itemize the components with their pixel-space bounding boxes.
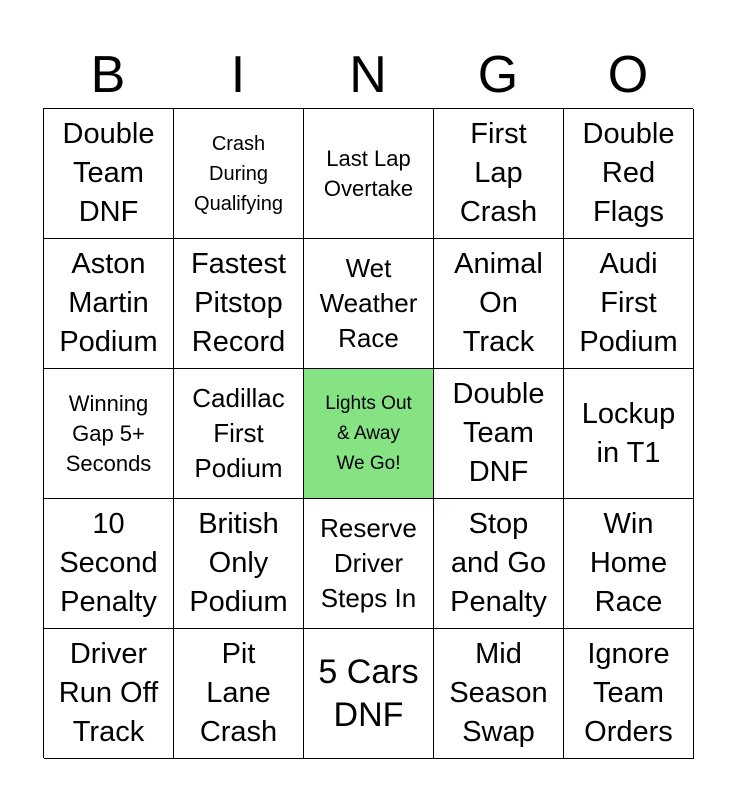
header-letter-n: N (349, 46, 387, 104)
header-letter-o: O (607, 46, 649, 104)
free-space-cell[interactable]: Lights Out & Away We Go! (304, 369, 434, 499)
bingo-cell[interactable]: Lockup in T1 (564, 369, 694, 499)
bingo-cell[interactable]: Pit Lane Crash (174, 629, 304, 759)
bingo-cell[interactable]: First Lap Crash (434, 109, 564, 239)
bingo-cell[interactable]: 10 Second Penalty (44, 499, 174, 629)
bingo-cell[interactable]: Double Team DNF (434, 369, 564, 499)
bingo-cell[interactable]: Ignore Team Orders (564, 629, 694, 759)
bingo-cell[interactable]: 5 Cars DNF (304, 629, 434, 759)
bingo-cell[interactable]: Fastest Pitstop Record (174, 239, 304, 369)
bingo-cell[interactable]: Crash During Qualifying (174, 109, 304, 239)
bingo-cell[interactable]: Audi First Podium (564, 239, 694, 369)
bingo-cell[interactable]: Cadillac First Podium (174, 369, 304, 499)
bingo-cell[interactable]: Driver Run Off Track (44, 629, 174, 759)
bingo-cell[interactable]: Double Team DNF (44, 109, 174, 239)
bingo-cell[interactable]: Win Home Race (564, 499, 694, 629)
header-letter-i: I (230, 46, 246, 104)
bingo-cell[interactable]: Reserve Driver Steps In (304, 499, 434, 629)
bingo-cell[interactable]: Wet Weather Race (304, 239, 434, 369)
bingo-cell[interactable]: British Only Podium (174, 499, 304, 629)
bingo-grid (43, 108, 693, 758)
bingo-cell[interactable]: Last Lap Overtake (304, 109, 434, 239)
bingo-cell[interactable]: Stop and Go Penalty (434, 499, 564, 629)
bingo-cell[interactable]: Winning Gap 5+ Seconds (44, 369, 174, 499)
header-letter-g: G (477, 46, 519, 104)
bingo-header (43, 42, 693, 108)
bingo-cell[interactable]: Double Red Flags (564, 109, 694, 239)
bingo-cell[interactable]: Aston Martin Podium (44, 239, 174, 369)
bingo-cell[interactable]: Animal On Track (434, 239, 564, 369)
bingo-cell[interactable]: Mid Season Swap (434, 629, 564, 759)
header-letter-b: B (90, 46, 126, 104)
